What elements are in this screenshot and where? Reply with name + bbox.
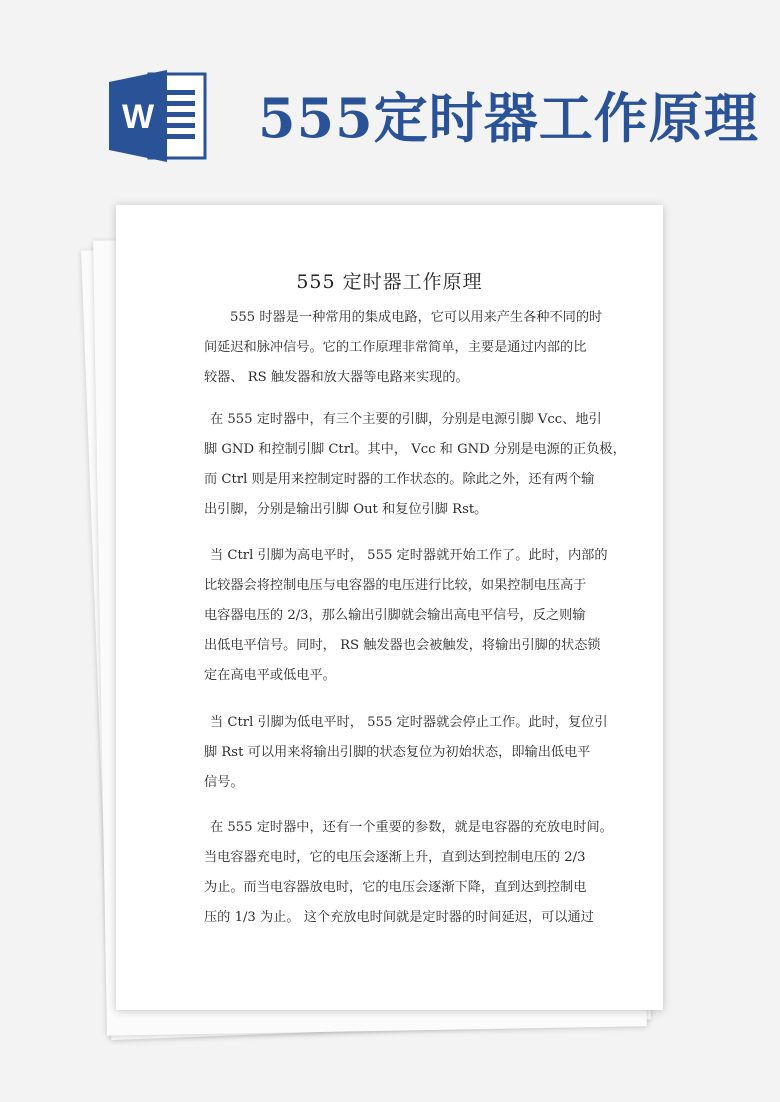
text-line: 而 Ctrl 则是用来控制定时器的工作状态的。除此之外，还有两个输 xyxy=(204,472,595,487)
word-logo-letter: W xyxy=(121,98,155,136)
text-line: 在 555 定时器中，还有一个重要的参数，就是电容器的充放电时间。 xyxy=(210,820,613,835)
banner-header xyxy=(0,0,780,200)
text-line: 脚 Rst 可以用来将输出引脚的状态复位为初始状态，即输出低电平 xyxy=(204,745,591,760)
banner-title: 555定时器工作原理 xyxy=(258,86,759,150)
text-line: 出低电平信号。同时， RS 触发器也会被触发，将输出引脚的状态锁 xyxy=(204,638,601,653)
document-page xyxy=(116,205,663,1010)
document-title: 555 定时器工作原理 xyxy=(296,271,483,293)
text-line: 比较器会将控制电压与电容器的电压进行比较，如果控制电压高于 xyxy=(204,578,587,593)
text-line: 脚 GND 和控制引脚 Ctrl。其中， Vcc 和 GND 分别是电源的正负极， xyxy=(204,442,626,457)
text-line: 压的 1/3 为止。 这个充放电时间就是定时器的时间延迟，可以通过 xyxy=(204,910,594,925)
text-line: 信号。 xyxy=(204,775,244,790)
text-line: 当 Ctrl 引脚为低电平时， 555 定时器就会停止工作。此时，复位引 xyxy=(210,715,608,730)
word-logo-icon xyxy=(109,70,207,162)
paragraph-1 xyxy=(204,303,624,393)
text-line: 555 时器是一种常用的集成电路，它可以用来产生各种不同的时 xyxy=(230,310,603,325)
text-line: 当 Ctrl 引脚为高电平时， 555 定时器就开始工作了。此时，内部的 xyxy=(210,548,608,563)
text-line: 定在高电平或低电平。 xyxy=(204,668,336,683)
text-line: 在 555 定时器中，有三个主要的引脚，分别是电源引脚 Vcc、地引 xyxy=(210,412,602,427)
paragraph-3 xyxy=(204,541,624,691)
paragraph-2 xyxy=(204,405,624,525)
paragraph-4 xyxy=(204,708,624,798)
text-line: 为止。而当电容器放电时，它的电压会逐渐下降，直到达到控制电 xyxy=(204,880,587,895)
text-line: 当电容器充电时，它的电压会逐渐上升，直到达到控制电压的 2/3 xyxy=(204,850,586,865)
text-line: 较器、 RS 触发器和放大器等电路来实现的。 xyxy=(204,370,469,385)
paragraph-5 xyxy=(204,813,624,933)
text-line: 出引脚，分别是输出引脚 Out 和复位引脚 Rst。 xyxy=(204,502,488,517)
text-line: 间延迟和脉冲信号。它的工作原理非常简单，主要是通过内部的比 xyxy=(204,340,587,355)
text-line: 电容器电压的 2/3，那么输出引脚就会输出高电平信号，反之则输 xyxy=(204,608,586,623)
